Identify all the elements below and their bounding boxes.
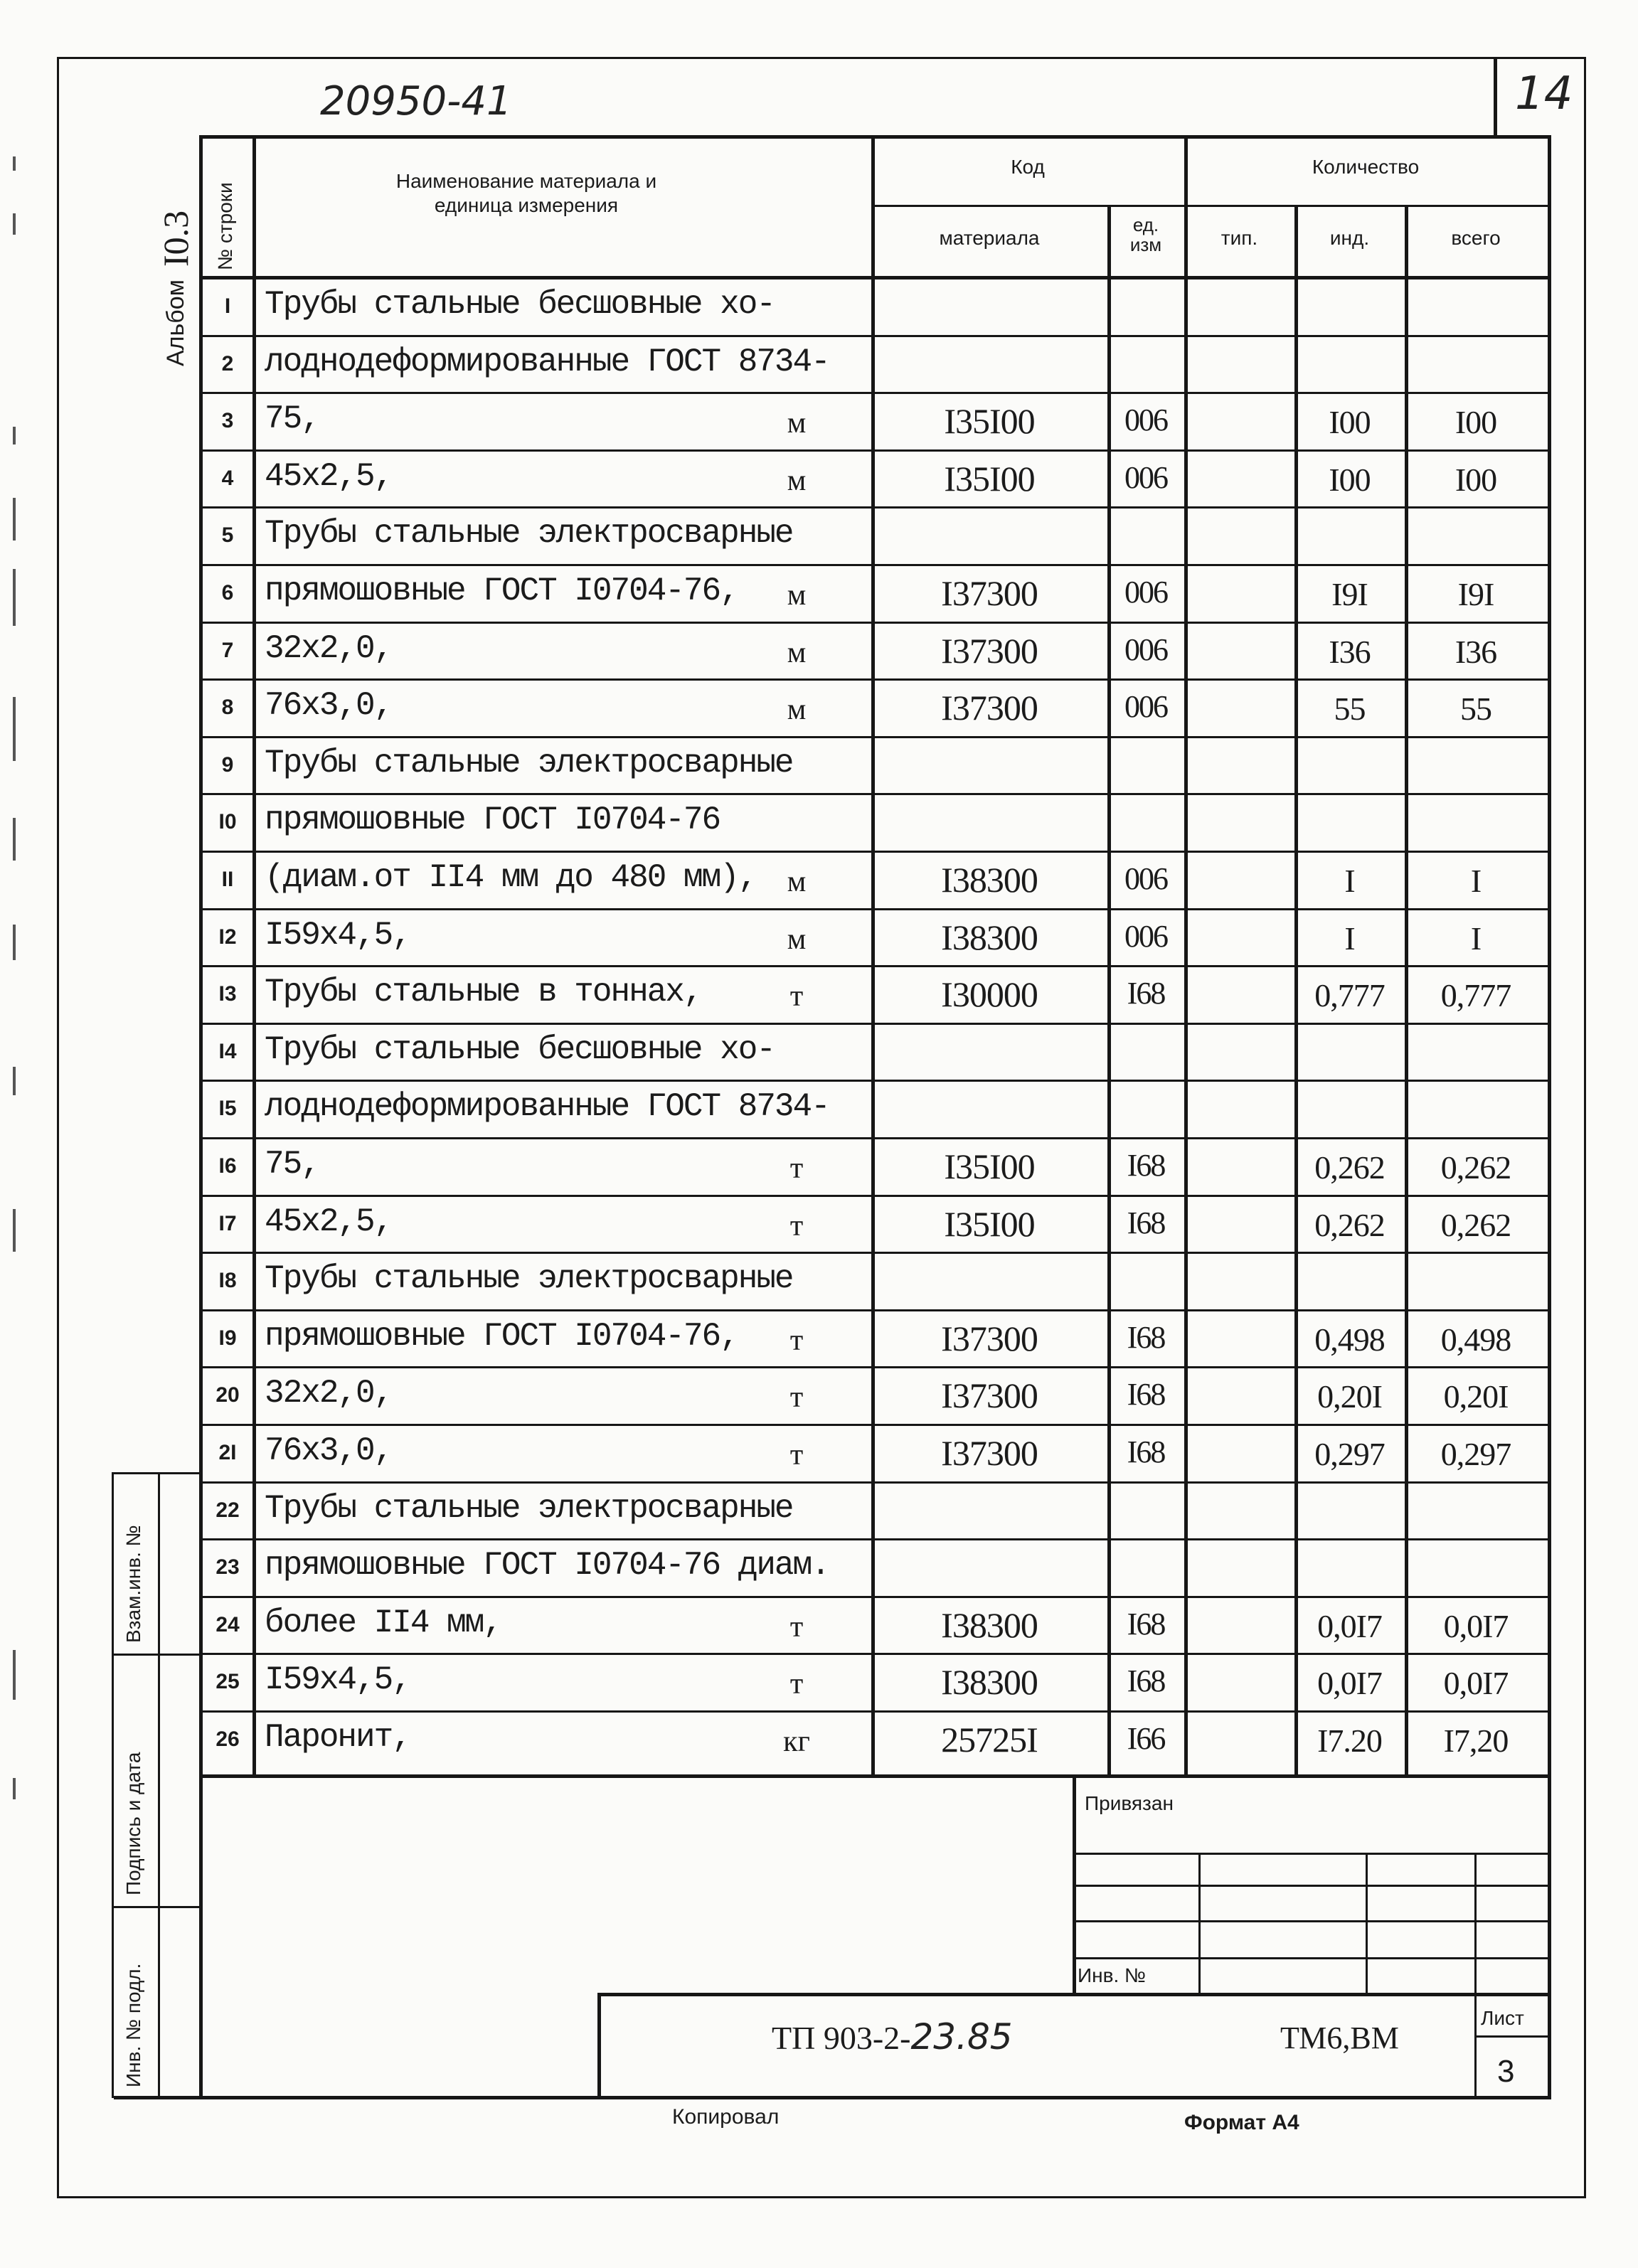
designation xyxy=(772,2016,1013,2057)
col-header-code-material: материала xyxy=(939,227,1040,249)
row-number: II xyxy=(221,868,234,891)
row-code: I38300 xyxy=(941,1605,1038,1645)
row-qty-ind: 0,498 xyxy=(1314,1321,1385,1358)
row-number: I7 xyxy=(218,1212,237,1235)
row-number: 5 xyxy=(221,523,234,547)
row-separator xyxy=(201,1481,1550,1484)
row-unit-code: 006 xyxy=(1124,460,1167,495)
row-name: I59x4,5, xyxy=(265,1661,410,1698)
row-unit: м xyxy=(787,407,807,440)
row-number: 6 xyxy=(221,581,234,605)
col-header-qty-total: всего xyxy=(1451,227,1501,249)
row-separator xyxy=(201,392,1550,394)
row-unit: т xyxy=(789,1439,804,1471)
row-code: I38300 xyxy=(941,860,1038,900)
row-name: лоднодеформированные ГОСТ 8734- xyxy=(265,1088,829,1125)
row-number: 7 xyxy=(221,639,234,662)
row-separator xyxy=(201,1538,1550,1540)
row-number: I xyxy=(224,294,231,318)
col-header-code-unit: ед. изм xyxy=(1129,214,1162,255)
row-separator xyxy=(201,851,1550,853)
row-unit: т xyxy=(789,1324,804,1357)
row-name: прямошовные ГОСТ I0704-76 диам. xyxy=(265,1547,829,1584)
row-code: I30000 xyxy=(941,974,1038,1014)
designation-handwritten: 23.85 xyxy=(910,2016,1013,2057)
row-qty-total: 0,297 xyxy=(1440,1436,1511,1472)
row-name: 45x2,5, xyxy=(265,458,393,495)
footer-format: Формат А4 xyxy=(1184,2111,1299,2134)
row-name: 76x3,0, xyxy=(265,687,393,724)
row-separator xyxy=(201,1080,1550,1082)
row-qty-ind: 0,262 xyxy=(1314,1149,1385,1186)
row-name: Трубы стальные электросварные xyxy=(265,1260,793,1297)
row-code: I35I00 xyxy=(944,401,1035,441)
page-number: 14 xyxy=(1515,68,1573,120)
row-unit-code: 006 xyxy=(1124,689,1167,724)
row-qty-total: 0,498 xyxy=(1440,1321,1511,1358)
row-separator xyxy=(201,965,1550,967)
row-qty-total: I xyxy=(1470,863,1482,899)
row-separator xyxy=(201,506,1550,509)
row-qty-total: I7,20 xyxy=(1443,1723,1509,1759)
row-name: 75, xyxy=(265,1146,319,1183)
row-unit-code: 006 xyxy=(1124,919,1167,954)
row-separator xyxy=(201,1195,1550,1197)
row-qty-ind: 55 xyxy=(1334,691,1366,727)
row-unit-code: 006 xyxy=(1124,575,1167,609)
row-unit-code: I68 xyxy=(1127,1607,1165,1641)
row-qty-ind: I9I xyxy=(1331,576,1368,612)
row-separator xyxy=(201,1653,1550,1655)
sheet-number: 3 xyxy=(1497,2054,1515,2089)
row-unit-code: I66 xyxy=(1127,1721,1165,1756)
row-unit: т xyxy=(789,1668,804,1700)
row-separator xyxy=(201,564,1550,566)
row-qty-total: 0,262 xyxy=(1440,1207,1511,1243)
row-number: 3 xyxy=(221,409,234,432)
row-qty-ind: 0,297 xyxy=(1314,1436,1385,1472)
row-number: I9 xyxy=(218,1326,237,1350)
col-header-qty-typ: тип. xyxy=(1220,227,1258,249)
row-unit-code: I68 xyxy=(1127,1205,1165,1240)
row-qty-total: I00 xyxy=(1454,462,1497,498)
row-qty-ind: 0,262 xyxy=(1314,1207,1385,1243)
row-name: I59x4,5, xyxy=(265,917,410,954)
footer-copied: Копировал xyxy=(672,2105,780,2129)
row-qty-total: 0,777 xyxy=(1440,977,1511,1013)
row-name: Трубы стальные бесшовные хо- xyxy=(265,286,775,323)
row-qty-ind: I00 xyxy=(1329,462,1371,498)
row-code: I35I00 xyxy=(944,1146,1035,1186)
row-code: I35I00 xyxy=(944,1204,1035,1244)
row-name: Паронит, xyxy=(265,1719,410,1756)
row-separator xyxy=(201,622,1550,624)
row-qty-total: 0,0I7 xyxy=(1443,1665,1509,1701)
row-number: I6 xyxy=(218,1154,237,1178)
row-unit: м xyxy=(787,464,807,497)
row-qty-ind: 0,0I7 xyxy=(1317,1608,1382,1644)
row-number: I4 xyxy=(218,1040,237,1063)
row-unit: т xyxy=(789,1152,804,1185)
row-qty-ind: 0,20I xyxy=(1317,1378,1382,1415)
row-separator xyxy=(201,335,1550,337)
row-number: I2 xyxy=(218,925,237,949)
row-separator xyxy=(201,1710,1550,1713)
row-name: Трубы стальные электросварные xyxy=(265,745,793,782)
row-qty-total: 0,20I xyxy=(1443,1378,1509,1415)
row-unit-code: I68 xyxy=(1127,1663,1165,1698)
row-unit: м xyxy=(787,579,807,612)
row-qty-ind: I7.20 xyxy=(1317,1723,1382,1759)
row-code: I38300 xyxy=(941,1662,1038,1702)
row-name: 32x2,0, xyxy=(265,630,393,667)
col-header-row-no: № строки xyxy=(214,182,236,270)
row-separator xyxy=(201,1252,1550,1254)
row-unit: м xyxy=(787,637,807,669)
row-separator xyxy=(201,1424,1550,1426)
row-qty-total: 0,262 xyxy=(1440,1149,1511,1186)
row-unit: т xyxy=(789,1611,804,1644)
row-unit-code: I68 xyxy=(1127,1434,1165,1469)
row-code: I38300 xyxy=(941,917,1038,957)
row-name: прямошовные ГОСТ I0704-76 xyxy=(265,802,720,838)
album-label: Альбом xyxy=(162,279,189,366)
row-name: (диам.от II4 мм до 480 мм), xyxy=(265,859,757,896)
row-number: I3 xyxy=(218,982,237,1006)
row-number: I8 xyxy=(218,1269,237,1292)
row-qty-total: 0,0I7 xyxy=(1443,1608,1509,1644)
row-name: Трубы стальные бесшовные хо- xyxy=(265,1031,775,1068)
row-separator xyxy=(201,1366,1550,1368)
row-qty-total: I9I xyxy=(1457,576,1494,612)
inv-no-label: Инв. № xyxy=(1078,1964,1147,1986)
row-number: 2I xyxy=(218,1441,237,1464)
row-qty-total: I00 xyxy=(1454,404,1497,440)
row-separator xyxy=(201,908,1550,910)
row-unit: м xyxy=(787,693,807,726)
row-number: I5 xyxy=(218,1097,237,1120)
row-separator xyxy=(201,678,1550,681)
album-number: I0.3 xyxy=(156,210,196,267)
row-qty-ind: I36 xyxy=(1329,634,1371,670)
row-unit-code: 006 xyxy=(1124,403,1167,437)
row-name: прямошовные ГОСТ I0704-76, xyxy=(265,1318,738,1355)
doc-set: ТМ6,ВМ xyxy=(1280,2021,1399,2055)
row-unit: м xyxy=(787,866,807,898)
row-name: прямошовные ГОСТ I0704-76, xyxy=(265,573,738,609)
side-stamp-vzam: Взам.инв. № xyxy=(122,1525,144,1643)
row-code: I37300 xyxy=(941,1375,1038,1415)
row-number: 2 xyxy=(221,352,234,376)
side-stamp-inv: Инв. № подл. xyxy=(122,1963,144,2087)
row-unit-code: I68 xyxy=(1127,1377,1165,1412)
row-code: 25725I xyxy=(941,1720,1038,1759)
row-separator xyxy=(201,793,1550,795)
row-name: 75, xyxy=(265,400,319,437)
row-name: 76x3,0, xyxy=(265,1432,393,1469)
row-qty-ind: 0,777 xyxy=(1314,977,1385,1013)
row-unit: м xyxy=(787,923,807,956)
row-code: I37300 xyxy=(941,1319,1038,1358)
row-unit-code: I68 xyxy=(1127,1320,1165,1355)
row-qty-ind: I xyxy=(1344,920,1355,957)
row-separator xyxy=(201,1596,1550,1598)
row-number: 26 xyxy=(216,1727,240,1751)
row-name: 45x2,5, xyxy=(265,1203,393,1240)
row-number: I0 xyxy=(218,810,237,834)
row-code: I37300 xyxy=(941,573,1038,613)
col-header-qty-ind: инд. xyxy=(1329,227,1370,249)
row-number: 20 xyxy=(216,1383,240,1407)
row-name: Трубы стальные электросварные xyxy=(265,515,793,552)
row-unit: кг xyxy=(783,1725,810,1758)
row-separator xyxy=(201,1137,1550,1139)
document-number: 20950-41 xyxy=(320,78,512,124)
col-header-name: Наименование материала и единица измерения xyxy=(395,170,657,216)
row-qty-ind: I00 xyxy=(1329,404,1371,440)
row-unit-code: 006 xyxy=(1124,861,1167,896)
row-unit: т xyxy=(789,1381,804,1414)
row-qty-ind: 0,0I7 xyxy=(1317,1665,1382,1701)
row-separator xyxy=(201,736,1550,738)
row-number: 4 xyxy=(221,467,234,490)
row-unit: т xyxy=(789,980,804,1013)
row-name: 32x2,0, xyxy=(265,1375,393,1412)
row-name: Трубы стальные электросварные xyxy=(265,1490,793,1527)
row-name: Трубы стальные в тоннах, xyxy=(265,974,702,1011)
col-header-code: Код xyxy=(1011,156,1045,178)
row-number: 23 xyxy=(216,1555,240,1579)
row-code: I37300 xyxy=(941,688,1038,728)
row-unit-code: 006 xyxy=(1124,632,1167,667)
col-header-qty: Количество xyxy=(1312,156,1420,178)
row-unit: т xyxy=(789,1210,804,1242)
privyazan-label: Привязан xyxy=(1085,1792,1174,1814)
sheet-label: Лист xyxy=(1481,2007,1524,2029)
row-number: 25 xyxy=(216,1670,240,1693)
row-qty-ind: I xyxy=(1344,863,1355,899)
row-separator xyxy=(201,1023,1550,1025)
row-number: 24 xyxy=(216,1613,240,1636)
row-qty-total: I36 xyxy=(1454,634,1497,670)
row-separator xyxy=(201,1309,1550,1311)
row-qty-total: I xyxy=(1470,920,1482,957)
row-separator xyxy=(201,449,1550,452)
row-qty-total: 55 xyxy=(1460,691,1491,727)
row-number: 22 xyxy=(216,1498,240,1522)
row-unit-code: I68 xyxy=(1127,976,1165,1011)
designation-printed: ТП 903-2- xyxy=(772,2020,911,2056)
row-unit-code: I68 xyxy=(1127,1148,1165,1183)
row-code: I35I00 xyxy=(944,459,1035,499)
row-name: более II4 мм, xyxy=(265,1604,501,1641)
row-name: лоднодеформированные ГОСТ 8734- xyxy=(265,344,829,380)
row-number: 8 xyxy=(221,696,234,719)
row-code: I37300 xyxy=(941,631,1038,671)
row-number: 9 xyxy=(221,753,234,777)
side-stamp-podpis: Подпись и дата xyxy=(122,1752,144,1895)
row-code: I37300 xyxy=(941,1433,1038,1473)
